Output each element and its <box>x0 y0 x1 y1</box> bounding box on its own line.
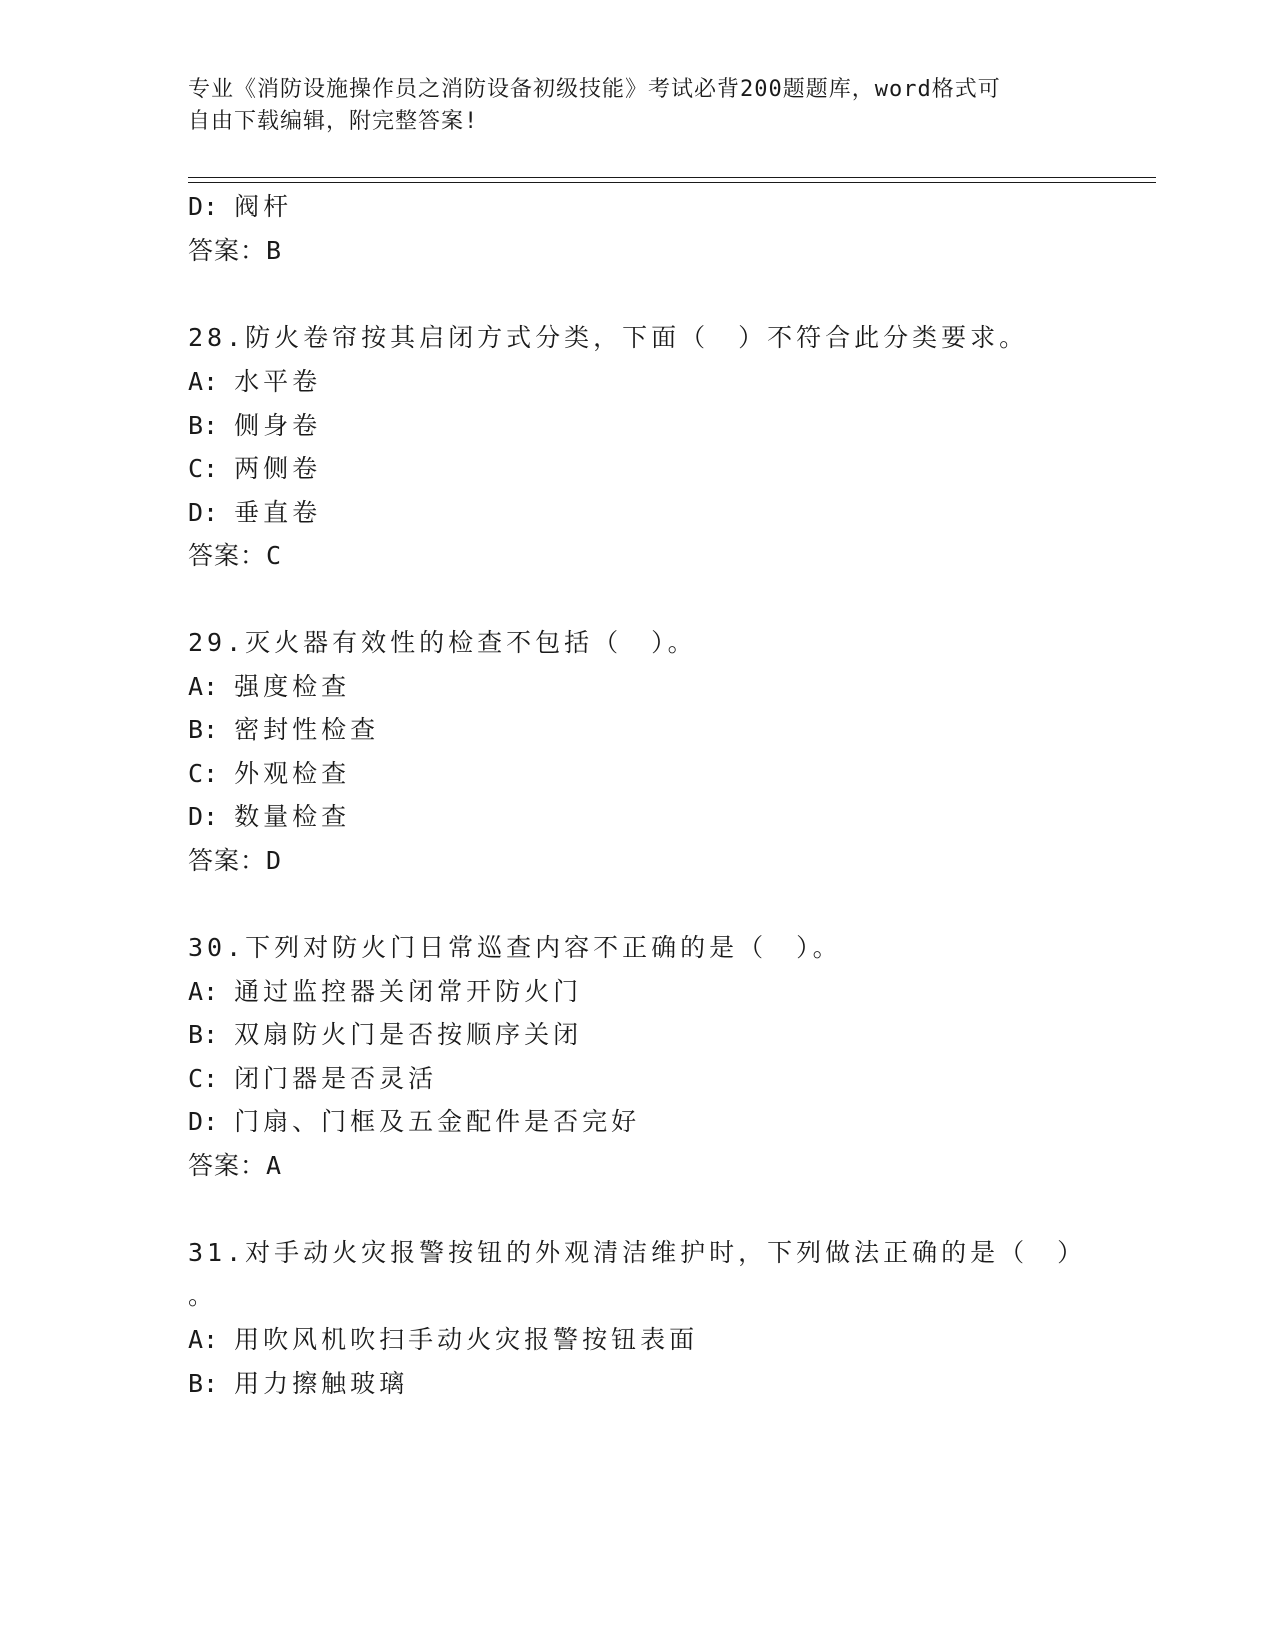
header-rule-bottom <box>188 182 1156 183</box>
option-label: D: <box>188 802 219 831</box>
option-label: B: <box>188 1369 219 1398</box>
option-text: 密封性检查 <box>234 715 380 744</box>
option-label: C: <box>188 454 219 483</box>
option-text: 双扇防火门是否按顺序关闭 <box>234 1020 583 1049</box>
question-stem: 31.对手动火灾报警按钮的外观清洁维护时，下列做法正确的是（ ） <box>188 1238 1087 1267</box>
option-label: A: <box>188 367 219 396</box>
question-option <box>188 1062 437 1096</box>
option-text: 通过监控器关闭常开防火门 <box>234 977 583 1006</box>
option-text: 强度检查 <box>234 672 351 701</box>
option-label: A: <box>188 672 219 701</box>
question-option <box>188 1105 640 1139</box>
option-text: 侧身卷 <box>234 411 322 440</box>
option-text: 门扇、门框及五金配件是否完好 <box>234 1107 641 1136</box>
question-option <box>188 800 350 834</box>
question-answer: 答案：C <box>188 541 283 570</box>
header-rule-top <box>188 177 1156 178</box>
option-text: 两侧卷 <box>234 454 322 483</box>
question-option <box>188 757 350 791</box>
option-label: C: <box>188 759 219 788</box>
question-option <box>188 1323 698 1357</box>
option-label: D: <box>188 192 219 221</box>
option-text: 阀杆 <box>234 192 293 221</box>
question-stem: 28.防火卷帘按其启闭方式分类，下面（ ）不符合此分类要求。 <box>188 323 1029 352</box>
option-text: 水平卷 <box>234 367 322 396</box>
option-label: B: <box>188 411 219 440</box>
option-label: A: <box>188 977 219 1006</box>
document-header <box>188 74 1088 138</box>
header-line-2: 自由下载编辑，附完整答案! <box>188 109 479 134</box>
header-line-1: 专业《消防设施操作员之消防设备初级技能》考试必背200题题库，word格式可 <box>188 77 1001 102</box>
prev-answer: 答案：B <box>188 236 283 265</box>
question-option <box>188 496 321 530</box>
question-answer: 答案：A <box>188 1151 283 1180</box>
option-text: 垂直卷 <box>234 498 322 527</box>
option-text: 用吹风机吹扫手动火灾报警按钮表面 <box>234 1325 699 1354</box>
question-option <box>188 452 321 486</box>
prev-option-d <box>188 190 292 224</box>
question-stem: 30.下列对防火门日常巡查内容不正确的是（ ）。 <box>188 933 842 962</box>
option-label: D: <box>188 498 219 527</box>
option-label: D: <box>188 1107 219 1136</box>
option-label: B: <box>188 1020 219 1049</box>
question-option <box>188 1367 408 1401</box>
option-text: 外观检查 <box>234 759 351 788</box>
question-stem-continuation: 。 <box>188 1281 218 1310</box>
question-option <box>188 713 379 747</box>
option-label: C: <box>188 1064 219 1093</box>
question-answer: 答案：D <box>188 846 283 875</box>
question-option <box>188 365 321 399</box>
question-option <box>188 975 582 1009</box>
question-option <box>188 670 350 704</box>
option-label: A: <box>188 1325 219 1354</box>
question-stem: 29.灭火器有效性的检查不包括（ ）。 <box>188 628 697 657</box>
question-option <box>188 409 321 443</box>
option-label: B: <box>188 715 219 744</box>
option-text: 用力擦触玻璃 <box>234 1369 409 1398</box>
option-text: 闭门器是否灵活 <box>234 1064 438 1093</box>
option-text: 数量检查 <box>234 802 351 831</box>
question-option <box>188 1018 582 1052</box>
